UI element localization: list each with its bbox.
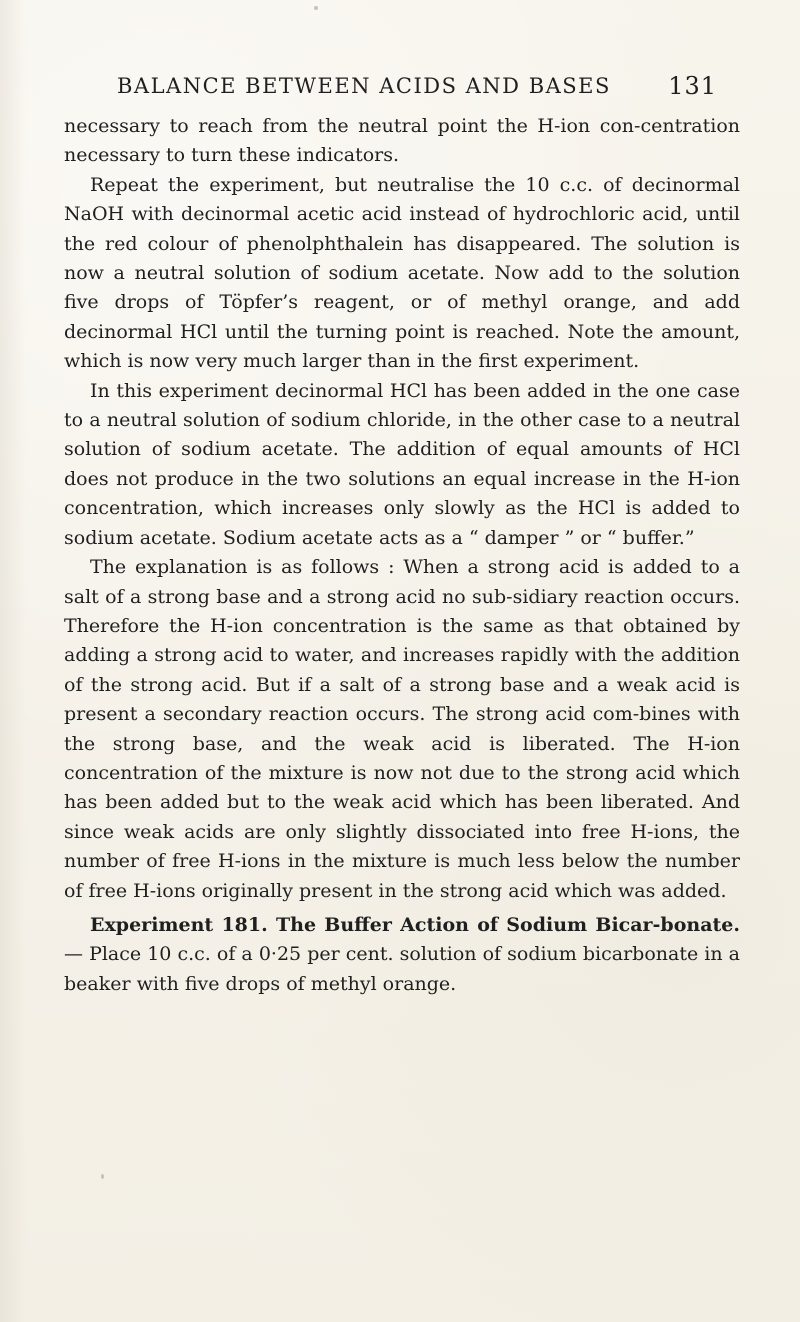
experiment-title: Experiment 181. The Buffer Action of Sodium Bicar-bonate. xyxy=(90,913,740,936)
paragraph-2: Repeat the experiment, but neutralise the 10 c.c. of decinormal NaOH with decinormal acetic acid instead of hydrochloric acid, until the red colour of phenolphthalein has disappeared. The solution is now a neutral solution of sodium acetate. Now add to the solution five drops of Töpfer’s reagent, or of methyl orange, and add decinormal HCl until the turning point is reached. Note the amount, which is now very much larger than in the first experiment. xyxy=(64,173,740,373)
paragraph-3: In this experiment decinormal HCl has been added in the one case to a neutral solution of sodium chloride, in the other case to a neutral solution of sodium acetate. The addition of equal amounts of HCl does not produce in the two solutions an equal increase in the H-ion concentration, which increases only slowly as the HCl is added to sodium acetate. Sodium acetate acts as a “ damper ” or “ buffer.” xyxy=(64,379,740,549)
experiment-text: — Place 10 c.c. of a 0·25 per cent. solution of sodium bicarbonate in a beaker with five drops of methyl orange. xyxy=(64,943,740,995)
page-header xyxy=(117,69,717,103)
paragraph-1: necessary to reach from the neutral point the H-ion con-centration necessary to turn these indicators. xyxy=(64,115,740,167)
page-number: 131 xyxy=(668,72,717,100)
body-text xyxy=(64,112,740,999)
paper-speck xyxy=(314,6,318,10)
paper-speck xyxy=(101,1174,104,1179)
paragraph-4: The explanation is as follows : When a strong acid is added to a salt of a strong base and a strong acid no sub-sidiary reaction occurs. Therefore the H-ion concentration is the same as that obtained by adding a strong acid to water, and increases rapidly with the addition of the strong acid. But if a salt of a strong base and a weak acid is present a secondary reaction occurs. The strong acid com-bines with the strong base, and the weak acid is liberated. The H-ion concentration of the mixture is now not due to the strong acid which has been added but to the weak acid which has been liberated. And since weak acids are only slightly dissociated into free H-ions, the number of free H-ions in the mixture is much less below the number of free H-ions originally present in the strong acid which was added. xyxy=(64,556,740,902)
running-head: BALANCE BETWEEN ACIDS AND BASES xyxy=(117,74,611,98)
experiment-paragraph xyxy=(64,911,740,999)
